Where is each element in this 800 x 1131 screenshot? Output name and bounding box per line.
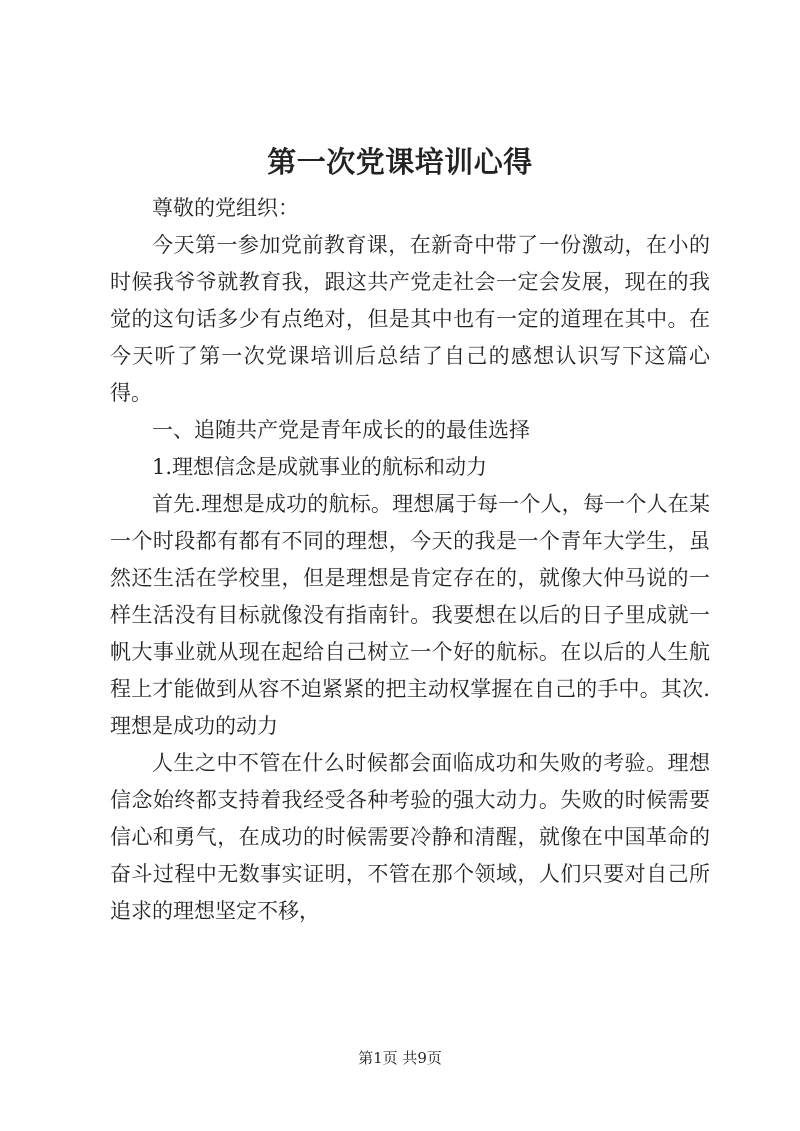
document-body [110,190,710,930]
page-title: 第一次党课培训心得 [267,145,533,179]
paragraph-ideal: 首先.理想是成功的航标。理想属于每一个人，每一个人在某一个时段都有都有不同的理想，今天的我是一个青年大学生，虽然还生活在学校里，但是理想是肯定存在的，就像大仲马说的一样生活没有目标就像没有指南针。我要想在以后的日子里成就一帆大事业就从现在起给自己树立一个好的航标。在以后的人生航程上才能做到从容不迫紧紧的把主动权掌握在自己的手中。其次.理想是成功的动力 [110,492,710,738]
page-footer: 第1页 共9页 [358,1049,442,1067]
paragraph-life: 人生之中不管在什么时候都会面临成功和失败的考验。理想信念始终都支持着我经受各种考验的强大动力。失败的时候需要信心和勇气，在成功的时候需要冷静和清醒，就像在中国革命的奋斗过程中无数事实证明，不管在那个领域，人们只要对自己所追求的理想坚定不移， [110,751,710,923]
section-heading: 一、追随共产党是青年成长的的最佳选择 [152,418,530,442]
paragraph-intro: 今天第一参加党前教育课，在新奇中带了一份激动，在小的时候我爷爷就教育我，跟这共产党走社会一定会发展，现在的我觉的这句话多少有点绝对，但是其中也有一定的道理在其中。在今天听了第一次党课培训后总结了自己的感想认识写下这篇心得。 [110,233,710,405]
subsection-heading: 1.理想信念是成就事业的航标和动力 [152,455,488,479]
salutation: 尊敬的党组织： [152,196,299,220]
